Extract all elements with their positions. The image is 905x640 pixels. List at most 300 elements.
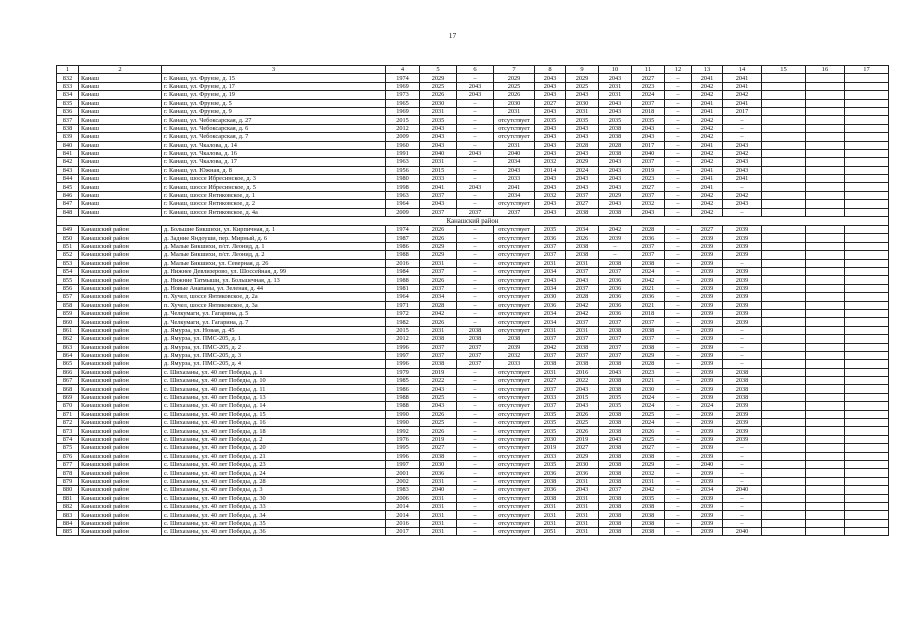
table-cell: [762, 377, 806, 385]
table-cell: [762, 183, 806, 191]
table-cell: –: [723, 444, 762, 452]
table-cell: 2043: [599, 368, 632, 376]
table-cell: 2043: [566, 385, 599, 393]
table-cell: 854: [57, 267, 79, 275]
table-cell: 2031: [420, 326, 457, 334]
table-cell: [762, 301, 806, 309]
table-cell: Канашский район: [79, 368, 162, 376]
table-row: [57, 393, 889, 401]
table-cell: –: [457, 385, 494, 393]
table-cell: 851: [57, 242, 79, 250]
table-cell: [845, 511, 889, 519]
table-cell: 2038: [457, 326, 494, 334]
table-cell: 1988: [386, 393, 420, 401]
table-cell: с. Шихазаны, ул. 40 лет Победы, д. 1: [162, 368, 386, 376]
table-cell: 2031: [420, 528, 457, 536]
table-cell: 2042: [692, 133, 723, 141]
table-cell: 1990: [386, 410, 420, 418]
table-cell: 2042: [692, 158, 723, 166]
table-cell: [762, 419, 806, 427]
table-cell: 2024: [692, 402, 723, 410]
table-cell: г. Канаш, ул. Фрунзе, д. 17: [162, 82, 386, 90]
table-cell: –: [457, 368, 494, 376]
table-cell: –: [665, 267, 692, 275]
table-cell: 2042: [692, 208, 723, 216]
table-cell: 2029: [566, 452, 599, 460]
table-cell: –: [457, 511, 494, 519]
table-cell: Канашский район: [79, 511, 162, 519]
table-cell: 2037: [632, 242, 665, 250]
table-row: [57, 149, 889, 157]
table-cell: 2037: [535, 335, 566, 343]
table-cell: 2034: [535, 267, 566, 275]
table-cell: –: [457, 124, 494, 132]
table-cell: [762, 502, 806, 510]
table-row: [57, 284, 889, 292]
table-cell: 1988: [386, 402, 420, 410]
table-cell: –: [457, 141, 494, 149]
table-cell: 2033: [494, 360, 535, 368]
table-cell: 2019: [535, 444, 566, 452]
table-cell: 2014: [386, 511, 420, 519]
table-row: [57, 444, 889, 452]
table-cell: д. Малые Бикшихи, ул. Северная, д. 26: [162, 259, 386, 267]
column-number-cell: 8: [535, 66, 566, 74]
table-cell: –: [457, 469, 494, 477]
table-cell: с. Шихазаны, ул. 40 лет Победы, д. 36: [162, 528, 386, 536]
table-cell: 2039: [723, 318, 762, 326]
table-cell: [806, 191, 845, 199]
table-cell: 2043: [420, 141, 457, 149]
table-cell: [762, 494, 806, 502]
table-cell: 877: [57, 460, 79, 468]
table-cell: 2038: [599, 149, 632, 157]
table-cell: 2038: [599, 326, 632, 334]
table-cell: с. Шихазаны, ул. 40 лет Победы, д. 23: [162, 460, 386, 468]
table-cell: 2042: [535, 343, 566, 351]
table-cell: отсутствует: [494, 452, 535, 460]
table-cell: 2026: [566, 410, 599, 418]
table-cell: –: [665, 116, 692, 124]
table-cell: отсутствует: [494, 301, 535, 309]
table-cell: 2040: [723, 528, 762, 536]
table-cell: 2043: [632, 124, 665, 132]
table-cell: 2042: [599, 226, 632, 234]
table-cell: 2039: [692, 435, 723, 443]
table-cell: 2042: [692, 191, 723, 199]
table-cell: –: [723, 519, 762, 527]
table-cell: г. Канаш, ул. Чебоксарская, д. 27: [162, 116, 386, 124]
table-cell: 2031: [566, 511, 599, 519]
table-cell: 2026: [420, 410, 457, 418]
table-cell: [845, 208, 889, 216]
table-row: [57, 528, 889, 536]
table-cell: 2041: [723, 82, 762, 90]
table-cell: 1979: [386, 368, 420, 376]
table-cell: [806, 141, 845, 149]
table-cell: 2031: [566, 326, 599, 334]
table-cell: –: [457, 301, 494, 309]
table-row: [57, 326, 889, 334]
table-cell: 2042: [420, 309, 457, 317]
table-cell: 2039: [692, 351, 723, 359]
table-cell: 2038: [494, 335, 535, 343]
table-cell: –: [665, 477, 692, 485]
table-cell: 2038: [566, 360, 599, 368]
table-cell: –: [665, 158, 692, 166]
table-cell: Канашский район: [79, 326, 162, 334]
table-cell: с. Шихазаны, ул. 40 лет Победы, д. 13: [162, 393, 386, 401]
table-cell: д. Большие Бикшихи, ул. Кирпичная, д. 1: [162, 226, 386, 234]
table-cell: Канашский район: [79, 251, 162, 259]
table-cell: 2039: [692, 335, 723, 343]
table-cell: 2043: [457, 183, 494, 191]
table-cell: –: [457, 494, 494, 502]
table-cell: [845, 124, 889, 132]
table-cell: –: [665, 377, 692, 385]
table-row: [57, 318, 889, 326]
table-cell: Канашский район: [79, 460, 162, 468]
table-cell: [762, 444, 806, 452]
table-cell: 867: [57, 377, 79, 385]
table-cell: [806, 351, 845, 359]
table-cell: [806, 133, 845, 141]
table-cell: Канаш: [79, 116, 162, 124]
table-cell: 863: [57, 343, 79, 351]
table-cell: с. Шихазаны, ул. 40 лет Победы, д. 21: [162, 452, 386, 460]
column-number-cell: 7: [494, 66, 535, 74]
table-cell: Канаш: [79, 166, 162, 174]
column-number-cell: 14: [723, 66, 762, 74]
table-cell: д. Челкумаги, ул. Гагарина, д. 5: [162, 309, 386, 317]
table-cell: 2031: [420, 519, 457, 527]
table-cell: 2038: [599, 385, 632, 393]
table-cell: Канаш: [79, 200, 162, 208]
table-cell: п. Хучел, шоссе Янтиковское, д. 3а: [162, 301, 386, 309]
table-cell: –: [665, 393, 692, 401]
table-cell: [806, 234, 845, 242]
table-cell: г. Канаш, ул. Чебоксарская, д. 6: [162, 124, 386, 132]
table-cell: –: [723, 460, 762, 468]
table-cell: [806, 343, 845, 351]
table-row: [57, 124, 889, 132]
table-cell: 2016: [566, 368, 599, 376]
table-cell: –: [599, 242, 632, 250]
table-cell: 845: [57, 183, 79, 191]
table-cell: 2043: [420, 124, 457, 132]
table-cell: отсутствует: [494, 460, 535, 468]
table-row: [57, 511, 889, 519]
table-cell: 2040: [692, 460, 723, 468]
table-cell: 1992: [386, 427, 420, 435]
table-cell: 1980: [386, 175, 420, 183]
table-cell: 1997: [386, 460, 420, 468]
table-cell: 2039: [692, 519, 723, 527]
table-cell: –: [665, 293, 692, 301]
table-cell: отсутствует: [494, 511, 535, 519]
table-cell: 2002: [386, 477, 420, 485]
column-number-cell: 17: [845, 66, 889, 74]
table-row: [57, 116, 889, 124]
table-cell: 2035: [535, 116, 566, 124]
table-cell: 872: [57, 419, 79, 427]
table-cell: –: [723, 335, 762, 343]
table-cell: [845, 477, 889, 485]
table-cell: отсутствует: [494, 377, 535, 385]
table-cell: –: [665, 360, 692, 368]
table-cell: –: [665, 385, 692, 393]
table-cell: [845, 200, 889, 208]
table-cell: 2026: [494, 91, 535, 99]
table-cell: с. Шихазаны, ул. 40 лет Победы, д. 34: [162, 511, 386, 519]
table-cell: [762, 175, 806, 183]
table-cell: [762, 528, 806, 536]
table-cell: г. Канаш, ул. Южная, д. 8: [162, 166, 386, 174]
table-cell: отсутствует: [494, 410, 535, 418]
table-cell: [806, 460, 845, 468]
table-cell: 2025: [420, 419, 457, 427]
table-cell: 2043: [566, 276, 599, 284]
table-cell: Канаш: [79, 158, 162, 166]
table-row: [57, 435, 889, 443]
table-cell: [845, 301, 889, 309]
table-cell: –: [665, 149, 692, 157]
table-cell: Канашский район: [79, 276, 162, 284]
table-cell: 2043: [535, 107, 566, 115]
table-cell: г. Канаш, ул. Фрунзе, д. 5: [162, 99, 386, 107]
table-cell: 2037: [457, 351, 494, 359]
table-cell: отсутствует: [494, 385, 535, 393]
table-cell: 2043: [599, 166, 632, 174]
table-cell: [845, 293, 889, 301]
table-cell: [845, 242, 889, 250]
table-cell: с. Шихазаны, ул. 40 лет Победы, д. 33: [162, 502, 386, 510]
table-cell: 2029: [420, 74, 457, 82]
table-cell: 2035: [632, 494, 665, 502]
table-cell: Канашский район: [79, 377, 162, 385]
table-cell: [845, 460, 889, 468]
table-cell: –: [665, 528, 692, 536]
table-cell: 2043: [457, 82, 494, 90]
table-cell: отсутствует: [494, 486, 535, 494]
table-cell: [806, 124, 845, 132]
table-cell: Канашский район: [79, 452, 162, 460]
table-cell: отсутствует: [494, 116, 535, 124]
table-cell: 2041: [692, 166, 723, 174]
table-cell: [845, 141, 889, 149]
table-cell: 2043: [535, 141, 566, 149]
table-cell: отсутствует: [494, 124, 535, 132]
table-cell: 2034: [420, 293, 457, 301]
table-cell: 857: [57, 293, 79, 301]
table-cell: 1986: [386, 242, 420, 250]
table-cell: 2030: [420, 460, 457, 468]
table-cell: [806, 116, 845, 124]
table-cell: –: [457, 158, 494, 166]
table-cell: отсутствует: [494, 276, 535, 284]
table-cell: [762, 368, 806, 376]
table-cell: 2026: [420, 276, 457, 284]
table-cell: 2027: [420, 444, 457, 452]
table-cell: 2039: [692, 234, 723, 242]
table-cell: 2038: [632, 326, 665, 334]
table-cell: 2035: [535, 410, 566, 418]
table-cell: 2028: [632, 226, 665, 234]
table-cell: д. Новые Анапаны, ул. Зеленая, д. 44: [162, 284, 386, 292]
table-cell: [762, 318, 806, 326]
table-cell: 2037: [420, 284, 457, 292]
table-cell: –: [723, 259, 762, 267]
table-cell: [845, 259, 889, 267]
table-row: [57, 377, 889, 385]
table-cell: г. Канаш, шоссе Янтиковское, д. 4а: [162, 208, 386, 216]
table-cell: 2042: [692, 149, 723, 157]
table-cell: [845, 528, 889, 536]
table-cell: 2031: [566, 528, 599, 536]
table-cell: 2039: [692, 377, 723, 385]
table-cell: –: [723, 343, 762, 351]
table-cell: Канашский район: [79, 469, 162, 477]
table-cell: –: [665, 183, 692, 191]
table-row: [57, 452, 889, 460]
table-cell: 2027: [692, 226, 723, 234]
table-cell: 2030: [566, 460, 599, 468]
table-cell: [845, 251, 889, 259]
table-cell: 2039: [692, 293, 723, 301]
table-cell: [845, 385, 889, 393]
table-cell: [806, 242, 845, 250]
table-cell: Канаш: [79, 191, 162, 199]
table-cell: 2043: [535, 133, 566, 141]
table-cell: 1984: [386, 267, 420, 275]
table-cell: [845, 469, 889, 477]
table-cell: [845, 183, 889, 191]
table-cell: 2043: [599, 74, 632, 82]
table-cell: 866: [57, 368, 79, 376]
table-cell: 838: [57, 124, 79, 132]
table-cell: 2030: [420, 99, 457, 107]
table-cell: с. Шихазаны, ул. 40 лет Победы, д. 14: [162, 402, 386, 410]
table-cell: отсутствует: [494, 226, 535, 234]
table-cell: 2039: [692, 318, 723, 326]
table-cell: 2043: [566, 402, 599, 410]
table-cell: –: [665, 402, 692, 410]
table-cell: 1972: [386, 309, 420, 317]
table-cell: –: [665, 191, 692, 199]
table-cell: 2039: [692, 393, 723, 401]
table-cell: 835: [57, 99, 79, 107]
table-cell: 1974: [386, 226, 420, 234]
table-cell: Канашский район: [79, 351, 162, 359]
table-cell: 2039: [723, 251, 762, 259]
table-cell: 2039: [692, 301, 723, 309]
table-cell: [806, 158, 845, 166]
table-cell: 2028: [599, 141, 632, 149]
column-number-cell: 3: [162, 66, 386, 74]
table-cell: 875: [57, 444, 79, 452]
table-cell: 2039: [692, 242, 723, 250]
table-cell: 2037: [494, 208, 535, 216]
table-cell: 2039: [723, 276, 762, 284]
table-cell: 2035: [420, 116, 457, 124]
table-cell: 2036: [599, 301, 632, 309]
table-row: [57, 276, 889, 284]
table-cell: 1963: [386, 191, 420, 199]
table-cell: Канашский район: [79, 259, 162, 267]
table-cell: д. Ямурза, ул. ПМС-205, д. 4: [162, 360, 386, 368]
table-cell: [762, 460, 806, 468]
table-cell: 2038: [632, 511, 665, 519]
table-cell: [806, 368, 845, 376]
table-cell: –: [457, 460, 494, 468]
table-cell: Канашский район: [79, 301, 162, 309]
table-cell: 1964: [386, 200, 420, 208]
table-cell: 2037: [457, 343, 494, 351]
table-cell: [806, 251, 845, 259]
table-row: [57, 74, 889, 82]
table-cell: 2031: [566, 494, 599, 502]
table-cell: [845, 410, 889, 418]
column-number-row: [57, 66, 889, 74]
table-cell: Канашский район: [79, 393, 162, 401]
table-cell: 2037: [599, 318, 632, 326]
table-cell: 2035: [599, 393, 632, 401]
table-cell: –: [723, 360, 762, 368]
table-cell: 1987: [386, 234, 420, 242]
table-cell: д. Ямурза, ул. Новая, д. 45: [162, 326, 386, 334]
table-cell: 2037: [420, 343, 457, 351]
table-cell: –: [723, 502, 762, 510]
table-cell: –: [665, 494, 692, 502]
table-cell: 2030: [566, 99, 599, 107]
table-cell: 1988: [386, 276, 420, 284]
table-cell: –: [723, 477, 762, 485]
table-cell: 2038: [723, 368, 762, 376]
table-cell: г. Канаш, ул. Чебоксарская, д. 7: [162, 133, 386, 141]
table-cell: 2035: [535, 460, 566, 468]
table-cell: 860: [57, 318, 79, 326]
table-cell: 2037: [632, 318, 665, 326]
table-cell: –: [457, 402, 494, 410]
table-cell: 1965: [386, 99, 420, 107]
table-cell: Канаш: [79, 133, 162, 141]
table-cell: 2042: [692, 91, 723, 99]
table-cell: –: [665, 107, 692, 115]
table-cell: [806, 477, 845, 485]
table-cell: г. Канаш, ул. Фрунзе, д. 19: [162, 91, 386, 99]
table-cell: 1988: [386, 251, 420, 259]
table-cell: 2038: [420, 452, 457, 460]
table-cell: отсутствует: [494, 402, 535, 410]
table-cell: 2024: [632, 91, 665, 99]
table-cell: 882: [57, 502, 79, 510]
table-cell: 2043: [566, 149, 599, 157]
table-cell: [762, 208, 806, 216]
table-cell: 2021: [632, 301, 665, 309]
table-cell: Канашский район: [79, 318, 162, 326]
table-cell: 2040: [420, 149, 457, 157]
table-cell: [762, 200, 806, 208]
table-cell: 847: [57, 200, 79, 208]
table-cell: 2043: [535, 276, 566, 284]
table-cell: [806, 200, 845, 208]
table-cell: 2031: [566, 477, 599, 485]
table-cell: 850: [57, 234, 79, 242]
table-cell: 2043: [599, 107, 632, 115]
table-cell: –: [665, 519, 692, 527]
table-cell: 2041: [723, 175, 762, 183]
table-cell: Канашский район: [79, 410, 162, 418]
